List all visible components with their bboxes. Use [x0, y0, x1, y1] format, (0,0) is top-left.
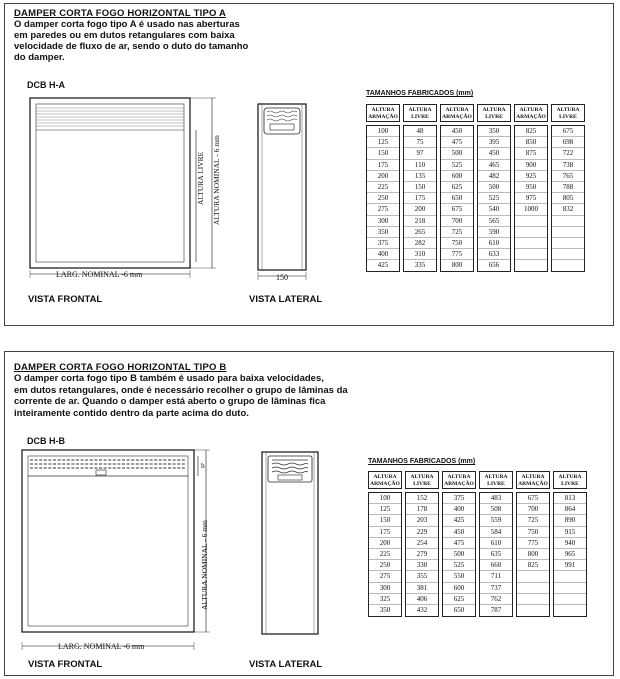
table-cell: 150: [404, 182, 436, 193]
column-header: ALTURA LIVRE: [477, 104, 511, 122]
table-cell: 725: [441, 227, 473, 238]
table-column: [405, 471, 439, 617]
panel-b-table-title: TAMANHOS FABRICADOS (mm): [368, 458, 476, 465]
table-cell: 925: [515, 171, 547, 182]
column-header: ALTURA LIVRE: [479, 471, 513, 489]
table-cell: [517, 605, 549, 616]
table-cell: 250: [367, 193, 399, 204]
panel-a-side-view-label: VISTA LATERAL: [249, 294, 323, 305]
table-cell: 650: [441, 193, 473, 204]
table-cell: 864: [554, 504, 586, 515]
panel-a-table-title: TAMANHOS FABRICADOS (mm): [366, 90, 474, 97]
table-cell: 200: [404, 204, 436, 215]
table-cell: 775: [517, 538, 549, 549]
table-cell: 254: [406, 538, 438, 549]
column-header: ALTURA LIVRE: [553, 471, 587, 489]
panel-b-desc-line: corrente de ar. Quando o damper está aberto o grupo de lâminas fica: [14, 396, 326, 407]
table-cell: 135: [404, 171, 436, 182]
table-cell: 750: [517, 527, 549, 538]
column-body: [479, 492, 513, 617]
table-cell: 335: [414, 261, 426, 270]
table-cell: 279: [406, 549, 438, 560]
table-cell: 633: [478, 249, 510, 260]
table-cell: 975: [515, 193, 547, 204]
table-cell: 600: [441, 171, 473, 182]
column-header: ALTURA ARMAÇÃO: [514, 104, 548, 122]
table-cell: 125: [369, 504, 401, 515]
table-cell: 400: [367, 249, 399, 260]
table-cell: 850: [515, 137, 547, 148]
table-cell: 375: [443, 493, 475, 504]
table-cell: 400: [443, 504, 475, 515]
table-cell: 698: [552, 137, 584, 148]
table-cell: 559: [480, 515, 512, 526]
table-cell: 825: [515, 126, 547, 137]
table-cell: 675: [441, 204, 473, 215]
table-cell: 475: [443, 538, 475, 549]
table-column: [479, 471, 513, 617]
table-cell: 125: [367, 137, 399, 148]
table-cell: 800: [517, 549, 549, 560]
panel-b-desc-line: inteiramente contido dentro da parte acima do duto.: [14, 408, 249, 419]
column-header: ALTURA ARMAÇÃO: [440, 104, 474, 122]
table-cell: 540: [478, 204, 510, 215]
table-cell: 425: [443, 515, 475, 526]
column-header: ALTURA ARMAÇÃO: [368, 471, 402, 489]
panel-a-desc-line: O damper corta fogo tipo A é usado nas aberturas: [14, 19, 240, 30]
table-cell: 832: [552, 204, 584, 215]
panel-a-largura-label: LARG. NOMINAL -6 mm: [56, 270, 143, 279]
column-body: [442, 492, 476, 617]
table-cell: 700: [441, 216, 473, 227]
panel-b-front-view-label: VISTA FRONTAL: [28, 659, 103, 670]
column-body: [553, 492, 587, 617]
table-cell: 482: [478, 171, 510, 182]
table-cell: 225: [369, 549, 401, 560]
table-cell: 788: [552, 182, 584, 193]
column-header: ALTURA ARMAÇÃO: [516, 471, 550, 489]
table-cell: [517, 571, 549, 582]
table-cell: 525: [478, 193, 510, 204]
table-cell: 350: [379, 605, 391, 614]
table-cell: 178: [406, 504, 438, 515]
panel-b-side-view-label: VISTA LATERAL: [249, 659, 323, 670]
table-column: [553, 471, 587, 617]
table-cell: [554, 571, 586, 582]
table-cell: 355: [406, 571, 438, 582]
table-cell: 250: [369, 560, 401, 571]
table-cell: 425: [377, 261, 389, 270]
table-cell: 175: [404, 193, 436, 204]
table-cell: [554, 605, 586, 616]
column-header: ALTURA LIVRE: [551, 104, 585, 122]
table-cell: 450: [443, 527, 475, 538]
table-cell: 310: [404, 249, 436, 260]
table-cell: 300: [369, 583, 401, 594]
table-cell: 950: [515, 182, 547, 193]
table-cell: 875: [515, 148, 547, 159]
table-cell: 275: [369, 571, 401, 582]
panel-b-model-label: DCB H-B: [27, 436, 65, 446]
table-cell: 813: [554, 493, 586, 504]
table-cell: 152: [406, 493, 438, 504]
table-cell: [554, 583, 586, 594]
table-cell: 110: [404, 160, 436, 171]
table-cell: 500: [443, 549, 475, 560]
table-cell: 565: [478, 216, 510, 227]
table-cell: 725: [517, 515, 549, 526]
table-cell: 940: [554, 538, 586, 549]
table-cell: 584: [480, 527, 512, 538]
column-header: ALTURA LIVRE: [405, 471, 439, 489]
panel-a-front-view-label: VISTA FRONTAL: [28, 294, 103, 305]
table-cell: 800: [451, 261, 463, 270]
table-cell: 722: [552, 148, 584, 159]
table-cell: 282: [404, 238, 436, 249]
table-cell: 508: [480, 504, 512, 515]
table-cell: 915: [554, 527, 586, 538]
table-cell: [517, 594, 549, 605]
table-cell: 660: [480, 560, 512, 571]
table-cell: 525: [441, 160, 473, 171]
table-cell: 350: [478, 126, 510, 137]
table-cell: [554, 594, 586, 605]
table-cell: 350: [367, 227, 399, 238]
table-cell: 432: [416, 605, 428, 614]
table-cell: 150: [367, 148, 399, 159]
table-cell: 465: [478, 160, 510, 171]
panel-a-side-width-label: 150: [276, 273, 288, 282]
table-cell: 750: [441, 238, 473, 249]
table-cell: 700: [517, 504, 549, 515]
table-cell: 890: [554, 515, 586, 526]
table-cell: 150: [369, 515, 401, 526]
table-cell: 1000: [515, 204, 547, 215]
panel-a-model-label: DCB H-A: [27, 80, 65, 90]
table-cell: 97: [404, 148, 436, 159]
panel-b-sizes-table: [368, 471, 587, 617]
table-cell: 381: [406, 583, 438, 594]
table-cell: 450: [441, 126, 473, 137]
table-cell: 395: [478, 137, 510, 148]
table-cell: 450: [478, 148, 510, 159]
table-cell: 475: [441, 137, 473, 148]
panel-a-altura-nominal-label: ALTURA NOMINAL - 6 mm: [212, 135, 221, 225]
table-cell: 675: [517, 493, 549, 504]
panel-a-desc-line: em paredes ou em dutos retangulares com baixa: [14, 30, 235, 41]
table-cell: 175: [367, 160, 399, 171]
table-cell: 229: [406, 527, 438, 538]
panel-a-desc-line: velocidade de fluxo de ar, sendo o duto do tamanho: [14, 41, 249, 52]
table-cell: 218: [404, 216, 436, 227]
table-cell: [517, 583, 549, 594]
table-cell: 675: [552, 126, 584, 137]
table-cell: 75: [404, 137, 436, 148]
panel-b-h-label: h: [201, 461, 205, 470]
table-cell: 650: [453, 605, 465, 614]
table-cell: 738: [552, 160, 584, 171]
table-cell: 787: [490, 605, 502, 614]
table-cell: 610: [478, 238, 510, 249]
table-cell: 500: [478, 182, 510, 193]
table-cell: 900: [515, 160, 547, 171]
panel-a-desc-line: do damper.: [14, 52, 65, 63]
table-cell: 200: [369, 538, 401, 549]
table-cell: 625: [443, 594, 475, 605]
table-cell: 200: [367, 171, 399, 182]
table-cell: 203: [406, 515, 438, 526]
table-cell: 590: [478, 227, 510, 238]
table-cell: 991: [554, 560, 586, 571]
table-cell: 635: [480, 549, 512, 560]
table-cell: 100: [367, 126, 399, 137]
table-column: [368, 471, 402, 617]
panel-b-title: DAMPER CORTA FOGO HORIZONTAL TIPO B: [14, 362, 227, 373]
panel-b-desc-line: em dutos retangulares, onde é necessário recolher o grupo de lâminas da: [14, 385, 348, 396]
table-cell: 656: [488, 261, 500, 270]
table-cell: 265: [404, 227, 436, 238]
table-cell: 330: [406, 560, 438, 571]
table-cell: 500: [441, 148, 473, 159]
table-cell: 775: [441, 249, 473, 260]
panel-b-largura-label: LARG. NOMINAL -6 mm: [58, 642, 145, 651]
table-cell: 48: [404, 126, 436, 137]
table-cell: 483: [480, 493, 512, 504]
table-cell: 805: [552, 193, 584, 204]
table-cell: 762: [480, 594, 512, 605]
column-header: ALTURA LIVRE: [403, 104, 437, 122]
table-cell: 275: [367, 204, 399, 215]
table-cell: 737: [480, 583, 512, 594]
table-column: [442, 471, 476, 617]
column-header: ALTURA ARMAÇÃO: [442, 471, 476, 489]
table-cell: 600: [443, 583, 475, 594]
panel-a-title: DAMPER CORTA FOGO HORIZONTAL TIPO A: [14, 8, 227, 19]
table-cell: 175: [369, 527, 401, 538]
table-cell: 325: [369, 594, 401, 605]
table-cell: 300: [367, 216, 399, 227]
column-body: [516, 492, 550, 617]
table-cell: 375: [367, 238, 399, 249]
table-cell: 625: [441, 182, 473, 193]
table-cell: 765: [552, 171, 584, 182]
panel-a-altura-livre-label: ALTURA LIVRE: [196, 151, 205, 205]
table-cell: 406: [406, 594, 438, 605]
table-cell: 711: [480, 571, 512, 582]
table-cell: 225: [367, 182, 399, 193]
column-body: [368, 492, 402, 617]
column-body: [405, 492, 439, 617]
table-cell: 525: [443, 560, 475, 571]
table-cell: 965: [554, 549, 586, 560]
table-column: [516, 471, 550, 617]
table-cell: 610: [480, 538, 512, 549]
table-cell: 100: [369, 493, 401, 504]
table-cell: 825: [517, 560, 549, 571]
column-header: ALTURA ARMAÇÃO: [366, 104, 400, 122]
table-cell: 550: [443, 571, 475, 582]
panel-b-altura-nominal-label: ALTURA NOMINAL - 6 mm: [200, 520, 209, 610]
panel-b-desc-line: O damper corta fogo tipo B também é usado para baixa velocidades,: [14, 373, 324, 384]
